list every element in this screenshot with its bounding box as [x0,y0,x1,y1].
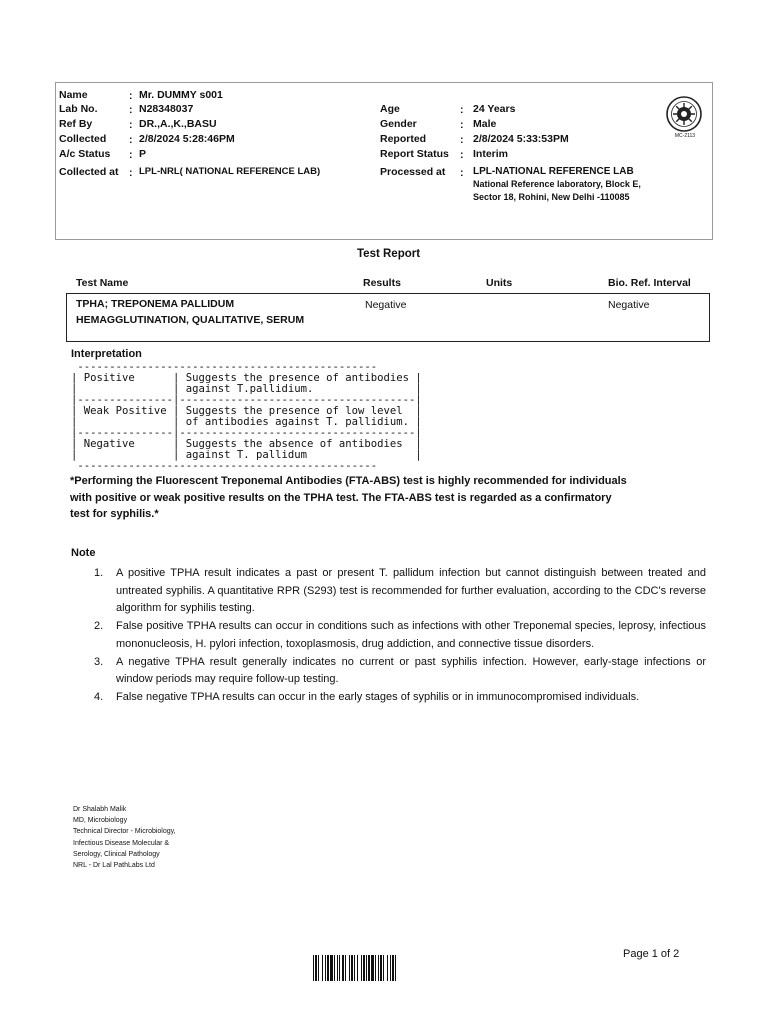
ref-by-label: Ref By [59,118,93,130]
note-item [94,618,706,653]
notes-list [94,565,706,707]
processed-at-label: Processed at [380,166,446,178]
collected-at-value: LPL-NRL( NATIONAL REFERENCE LAB) [139,166,321,177]
barcode-icon [313,955,465,981]
lab-no-label: Lab No. [59,103,98,115]
header-units: Units [486,277,513,289]
patient-name: Mr. DUMMY s001 [139,89,223,101]
note-item [94,565,706,618]
colon: : [129,104,133,116]
note-text: False positive TPHA results can occur in conditions such as infections with other Treponemal species, leprosy, infectious mononucleosis, H. pylori infection, toxoplasmosis, drug addiction, and connective tissue disorders. [116,620,706,650]
accreditation-seal-icon [665,95,703,133]
test-name-line2: HEMAGGLUTINATION, QUALITATIVE, SERUM [76,314,305,326]
processed-at-line2: National Reference laboratory, Block E, [473,179,641,189]
reported-label: Reported [380,133,427,145]
report-title: Test Report [357,248,421,260]
interpretation-table: ----------------------------------------------- | Positive | Suggests the presence of antibodies | | | against T.pallidium. | |---------------|-------------------------------------| | Weak Positive | Suggests the presence of low level | | | of antibodies against T. pallidium. | |---------------|-------------------------------------| | Negative | Suggests the absence of antibodies | | | against T. pallidum | ----------------------------------------------- [71,361,422,472]
signatory-name: Dr Shalabh Malik [73,806,127,813]
note-number: 3. [94,655,104,668]
interpretation-title: Interpretation [71,348,142,360]
lab-no-value: N28348037 [139,103,194,115]
note-text: A negative TPHA result generally indicates no current or past syphilis infection. However, early-stage infections or window periods may require follow-up testing. [116,655,706,685]
collected-at-label: Collected at [59,166,119,178]
ref-interval-value: Negative [608,299,650,311]
reported-value: 2/8/2024 5:33:53PM [473,133,569,145]
header-test-name: Test Name [76,277,129,289]
signatory-dept2: Serology, Clinical Pathology [73,850,160,858]
test-name-line1: TPHA; TREPONEMA PALLIDUM [76,298,235,310]
colon: : [460,104,464,116]
ac-status-value: P [139,148,147,160]
colon: : [129,167,133,179]
note-number: 4. [94,691,104,703]
page-number: Page 1 of 2 [623,948,680,960]
report-status-label: Report Status [380,148,449,160]
note-number: 2. [94,620,104,632]
colon: : [129,90,133,102]
processed-at-line1: LPL-NATIONAL REFERENCE LAB [473,166,634,177]
name-label: Name [59,89,88,101]
collected-label: Collected [59,133,107,145]
processed-at-line3: Sector 18, Rohini, New Delhi -110085 [473,192,630,202]
note-text: A positive TPHA result indicates a past or present T. pallidum infection but cannot distinguish between treated and untreated syphilis. A quantitative RPR (S293) test is recommended for further evaluation, according to the CDC's reverse algorithm for syphilis testing. [116,567,706,614]
ac-status-label: A/c Status [59,148,111,160]
header-results: Results [363,277,401,289]
note-item [94,654,706,689]
collected-value: 2/8/2024 5:28:46PM [139,133,235,145]
colon: : [129,119,133,131]
signatory-dept: Infectious Disease Molecular & [73,839,170,847]
seal-caption: MC-2113 [674,133,696,139]
result-value: Negative [365,299,407,311]
colon: : [460,119,464,131]
gender-value: Male [473,118,497,130]
colon: : [129,149,133,161]
note-text: False negative TPHA results can occur in the early stages of syphilis or in immunocompromised individuals. [116,691,640,703]
signatory-degree: MD, Microbiology [73,817,128,825]
signature-block [73,804,176,871]
signatory-title: Technical Director - Microbiology, [73,828,176,836]
age-value: 24 Years [473,103,516,115]
ref-by-value: DR.,A.,K.,BASU [139,118,217,130]
colon: : [129,134,133,146]
recommendation-text: *Performing the Fluorescent Treponemal Antibodies (FTA-ABS) test is highly recommended for individuals with positive or weak positive results on the TPHA test. The FTA-ABS test is regarded as a confirmatory test for syphilis.* [70,475,627,520]
gender-label: Gender [380,118,417,130]
barcode-bar [395,955,396,981]
signatory-org: NRL - Dr Lal PathLabs Ltd [73,862,155,870]
colon: : [460,134,464,146]
note-number: 1. [94,567,104,579]
colon: : [460,149,464,161]
header-ref-interval: Bio. Ref. Interval [608,277,691,289]
age-label: Age [380,103,400,115]
report-status-value: Interim [473,148,509,160]
note-title: Note [71,547,96,559]
note-item [94,689,706,707]
colon: : [460,167,464,179]
